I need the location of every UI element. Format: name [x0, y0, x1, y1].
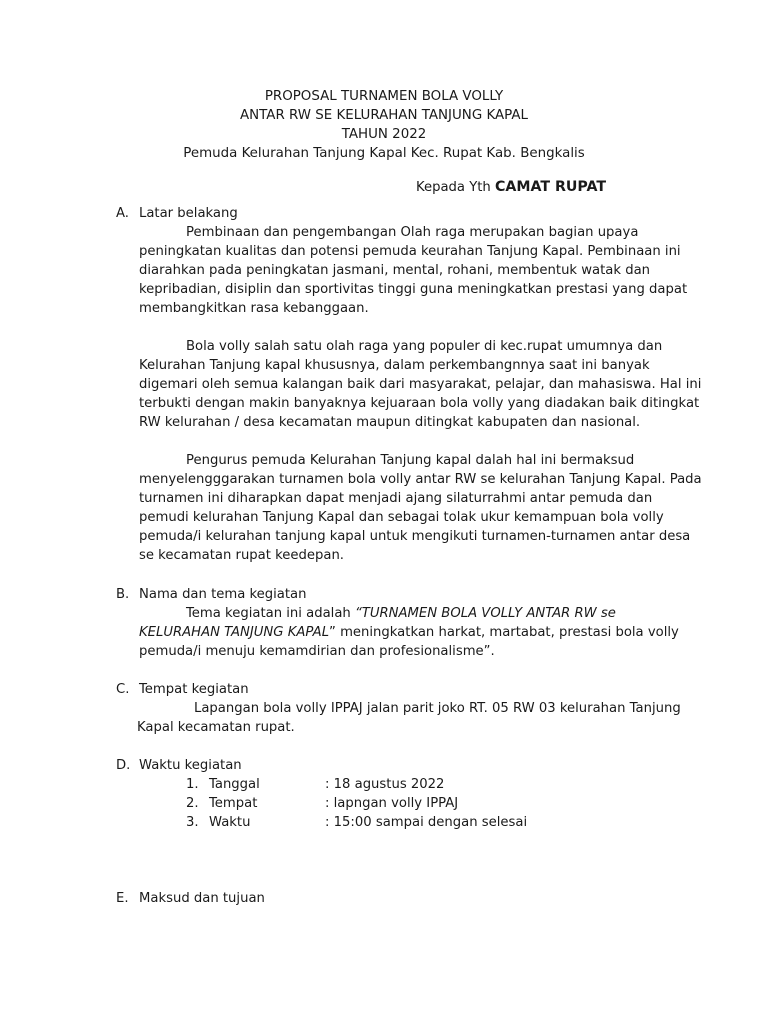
- paragraph-line: kepribadian, disiplin dan sportivitas tinggi guna meningkatkan prestasi yang dapat: [139, 282, 688, 297]
- paragraph-line: Kapal kecamatan rupat.: [137, 720, 295, 735]
- paragraph-line: pemudi kelurahan Tanjung Kapal dan sebagai tolak ukur kemampuan bola volly: [139, 510, 664, 525]
- paragraph-line: RW kelurahan / desa kecamatan maupun ditingkat kabupaten dan nasional.: [139, 415, 641, 430]
- list-item-number: 2.: [186, 796, 199, 811]
- recipient-prefix: Kepada Yth: [416, 180, 495, 195]
- paragraph-line: [186, 604, 616, 623]
- title-line-3: TAHUN 2022: [341, 127, 427, 142]
- paragraph-line: Pengurus pemuda Kelurahan Tanjung kapal dalah hal ini bermaksud: [186, 453, 635, 468]
- paragraph-line: diarahkan pada peningkatan jasmani, mental, rohani, membentuk watak dan: [139, 263, 651, 278]
- list-item-value: : lapngan volly IPPAJ: [325, 796, 459, 811]
- list-item-value: : 15:00 sampai dengan selesai: [325, 815, 528, 830]
- paragraph-line: digemari oleh semua kalangan baik dari masyarakat, pelajar, dan mahasiswa. Hal ini: [139, 377, 702, 392]
- paragraph-line: se kecamatan rupat keedepan.: [139, 548, 344, 563]
- list-item-number: 1.: [186, 777, 199, 792]
- paragraph-line: Kelurahan Tanjung kapal khususnya, dalam perkembangnnya saat ini banyak: [139, 358, 650, 373]
- section-c-title: Tempat kegiatan: [139, 682, 249, 697]
- theme-title-part-1: “TURNAMEN BOLA VOLLY ANTAR RW se: [354, 606, 616, 621]
- list-item-label: Tempat: [209, 796, 258, 811]
- title-line-4: Pemuda Kelurahan Tanjung Kapal Kec. Rupat Kab. Bengkalis: [183, 146, 585, 161]
- section-b-letter: B.: [116, 587, 130, 602]
- section-b-title: Nama dan tema kegiatan: [139, 587, 307, 602]
- paragraph-line: terbukti dengan makin banyaknya kejuaraan bola volly yang diadakan baik ditingkat: [139, 396, 700, 411]
- recipient-line: [416, 178, 606, 197]
- paragraph-line: pemuda/i kelurahan tanjung kapal untuk mengikuti turnamen-turnamen antar desa: [139, 529, 691, 544]
- theme-title-part-2: KELURAHAN TANJUNG KAPAL: [139, 625, 330, 640]
- recipient-name: CAMAT RUPAT: [494, 179, 607, 195]
- paragraph-line: Bola volly salah satu olah raga yang populer di kec.rupat umumnya dan: [186, 339, 663, 354]
- paragraph-line: Lapangan bola volly IPPAJ jalan parit joko RT. 05 RW 03 kelurahan Tanjung: [194, 701, 681, 716]
- list-item-label: Tanggal: [209, 777, 260, 792]
- paragraph-line: turnamen ini diharapkan dapat menjadi ajang silaturrahmi antar pemuda dan: [139, 491, 653, 506]
- section-d-letter: D.: [116, 758, 131, 773]
- list-item-number: 3.: [186, 815, 199, 830]
- section-e-letter: E.: [116, 891, 129, 906]
- paragraph-line: [139, 623, 679, 642]
- title-line-1: PROPOSAL TURNAMEN BOLA VOLLY: [264, 89, 504, 104]
- section-e-title: Maksud dan tujuan: [139, 891, 265, 906]
- paragraph-line: peningkatan kualitas dan potensi pemuda keurahan Tanjung Kapal. Pembinaan ini: [139, 244, 681, 259]
- list-item-value: : 18 agustus 2022: [325, 777, 445, 792]
- list-item-label: Waktu: [209, 815, 251, 830]
- theme-intro: Tema kegiatan ini adalah: [186, 606, 355, 621]
- section-d-title: Waktu kegiatan: [139, 758, 242, 773]
- section-c-letter: C.: [116, 682, 130, 697]
- section-a-title: Latar belakang: [139, 206, 238, 221]
- title-line-2: ANTAR RW SE KELURAHAN TANJUNG KAPAL: [239, 108, 529, 123]
- theme-description: ” meningkatkan harkat, martabat, prestasi bola volly: [329, 625, 679, 640]
- paragraph-line: membangkitkan rasa kebanggaan.: [139, 301, 369, 316]
- paragraph-line: Pembinaan dan pengembangan Olah raga merupakan bagian upaya: [186, 225, 639, 240]
- section-a-letter: A.: [116, 206, 129, 221]
- paragraph-line: pemuda/i menuju kemamdirian dan profesionalisme”.: [139, 644, 495, 659]
- paragraph-line: menyelengggarakan turnamen bola volly antar RW se kelurahan Tanjung Kapal. Pada: [139, 472, 702, 487]
